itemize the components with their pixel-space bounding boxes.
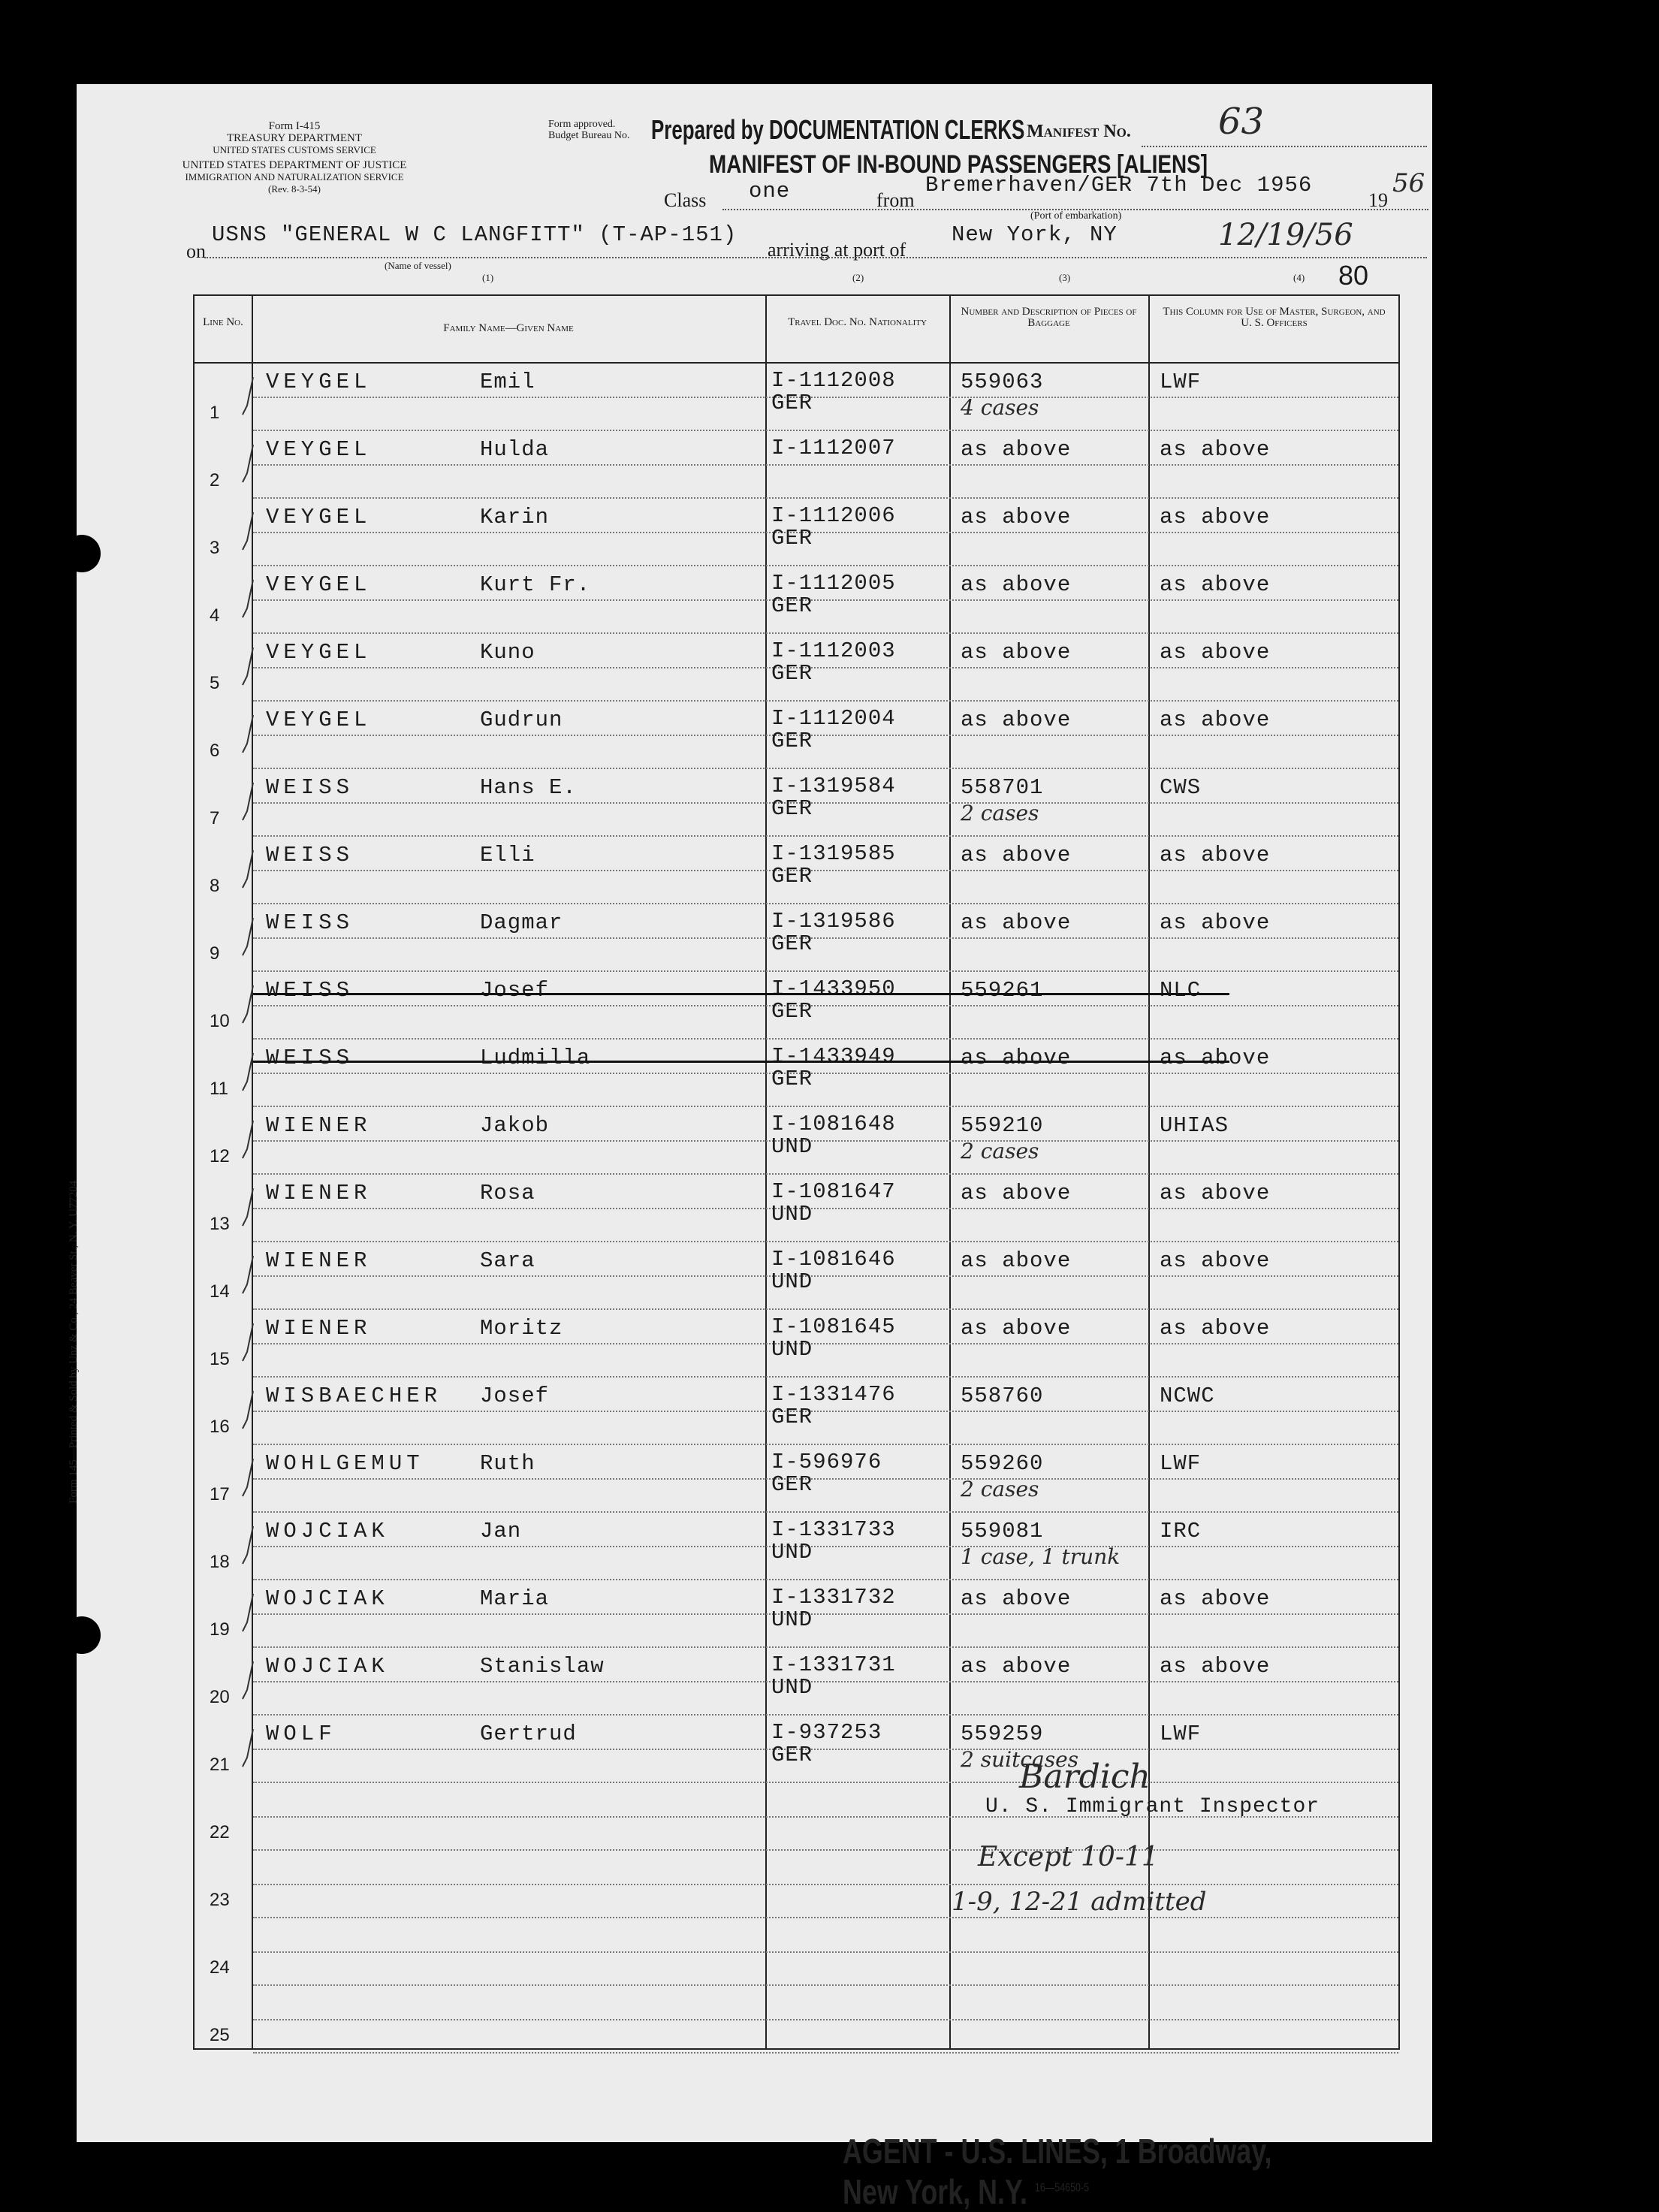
check-mark-icon	[241, 849, 256, 891]
travel-doc-number: I-1081646	[771, 1247, 896, 1272]
nationality: GER	[771, 1405, 813, 1429]
manifest-title: MANIFEST OF IN-BOUND PASSENGERS [ALIENS]	[709, 150, 1208, 179]
officer-code: UHIAS	[1160, 1113, 1229, 1138]
table-row	[195, 1580, 1398, 1648]
officer-code: NCWC	[1160, 1384, 1215, 1408]
travel-doc-number: I-1319586	[771, 909, 896, 934]
check-mark-icon	[241, 1660, 256, 1702]
family-name: WEISS	[266, 978, 354, 1003]
nationality: GER	[771, 1472, 813, 1497]
arrival-port: New York, NY	[952, 222, 1118, 247]
nationality: GER	[771, 931, 813, 956]
baggage-number: as above	[961, 910, 1072, 935]
given-name: Karin	[480, 505, 550, 530]
baggage-number: 559261	[961, 978, 1044, 1003]
nationality: GER	[771, 1067, 813, 1091]
inspector-note-1: Except 10-11	[978, 1842, 1159, 1873]
given-name: Ludmilla	[480, 1046, 591, 1070]
line-number: 18	[210, 1552, 230, 1572]
line-number: 13	[210, 1214, 230, 1234]
nationality: UND	[771, 1337, 813, 1362]
given-name: Hans E.	[480, 775, 577, 800]
customs-service: UNITED STATES CUSTOMS SERVICE	[213, 144, 376, 155]
line-number: 20	[210, 1687, 230, 1707]
given-name: Ruth	[480, 1451, 535, 1476]
family-name: WOLF	[266, 1722, 336, 1746]
line-number: 16	[210, 1417, 230, 1437]
travel-doc-number: I-1081648	[771, 1112, 896, 1136]
family-name: WEISS	[266, 843, 354, 868]
check-mark-icon	[241, 511, 256, 553]
check-mark-icon	[241, 1119, 256, 1161]
line-number: 7	[210, 808, 220, 828]
given-name: Stanislaw	[480, 1654, 605, 1679]
table-row	[195, 364, 1398, 431]
punch-hole-top	[63, 535, 101, 572]
nationality: UND	[771, 1202, 813, 1227]
baggage-number: as above	[961, 843, 1072, 868]
caption-2: (2)	[852, 272, 864, 283]
table-row	[195, 702, 1398, 769]
header-officers: This Column for Use of Master, Surgeon, and U. S. Officers	[1163, 306, 1386, 329]
manifest-no-value: 63	[1218, 101, 1265, 143]
row-bottom-rule	[253, 2052, 1398, 2054]
travel-doc-number: I-596976	[771, 1450, 882, 1474]
baggage-number: 558760	[961, 1384, 1044, 1408]
table-row	[195, 1716, 1398, 1783]
baggage-note: 2 suitcases	[961, 1747, 1079, 1772]
officer-code: CWS	[1160, 775, 1202, 800]
officer-code: as above	[1160, 1248, 1271, 1273]
form-approved	[548, 119, 629, 141]
name-of-vessel-caption: (Name of vessel)	[385, 260, 451, 271]
family-name: WEISS	[266, 1046, 354, 1070]
table-row	[195, 1175, 1398, 1242]
family-name: WOJCIAK	[266, 1519, 389, 1544]
form-approved-label: Form approved.	[548, 119, 616, 130]
table-row	[195, 904, 1398, 972]
line-number: 1	[210, 403, 220, 423]
caption-4: (4)	[1293, 272, 1305, 283]
baggage-number: as above	[961, 640, 1072, 665]
family-name: WIENER	[266, 1181, 372, 1206]
family-name: WIENER	[266, 1113, 372, 1138]
officer-code: as above	[1160, 1181, 1271, 1206]
travel-doc-number: I-1112008	[771, 368, 896, 393]
line-number: 11	[210, 1079, 228, 1099]
travel-doc	[771, 370, 896, 415]
baggage-number: as above	[961, 437, 1072, 462]
given-name: Kuno	[480, 640, 535, 665]
given-name: Maria	[480, 1586, 550, 1611]
family-name: VEYGEL	[266, 505, 372, 530]
family-name: WOHLGEMUT	[266, 1451, 424, 1476]
travel-doc	[771, 1248, 896, 1293]
strike-through-line	[253, 993, 1229, 995]
travel-doc-number: I-1081647	[771, 1179, 896, 1204]
line-number: 24	[210, 1957, 230, 1978]
family-name: VEYGEL	[266, 437, 372, 462]
row-mid-rule	[253, 2019, 1398, 2020]
table-row	[195, 1918, 1398, 1986]
from-label: from	[876, 189, 915, 211]
travel-doc	[771, 910, 896, 955]
nationality: GER	[771, 1743, 813, 1767]
travel-doc-number: I-1112006	[771, 503, 896, 528]
given-name: Sara	[480, 1248, 535, 1273]
travel-doc	[771, 437, 896, 460]
strike-through-line	[253, 1061, 1229, 1063]
travel-doc	[771, 1519, 896, 1564]
check-mark-icon	[241, 714, 256, 756]
travel-doc	[771, 640, 896, 685]
officer-code: as above	[1160, 505, 1271, 530]
travel-doc-number: I-1112007	[771, 436, 896, 460]
nationality: UND	[771, 1675, 813, 1700]
travel-doc	[771, 843, 896, 888]
baggage-note: 2 cases	[961, 1477, 1039, 1501]
line-number: 15	[210, 1349, 230, 1369]
baggage-number: as above	[961, 505, 1072, 530]
officer-code: as above	[1160, 640, 1271, 665]
travel-doc	[771, 1181, 896, 1226]
travel-doc	[771, 505, 896, 550]
nationality: GER	[771, 391, 813, 415]
footer-agent	[843, 2131, 1302, 2212]
travel-doc-number: I-937253	[771, 1720, 882, 1745]
baggage-number: 559260	[961, 1451, 1044, 1476]
nationality: UND	[771, 1540, 813, 1565]
vessel-name: USNS "GENERAL W C LANGFITT" (T-AP-151)	[212, 222, 738, 247]
officer-code: as above	[1160, 437, 1271, 462]
officer-code: as above	[1160, 843, 1271, 868]
baggage-number: 558701	[961, 775, 1044, 800]
family-name: WEISS	[266, 775, 354, 800]
printer-imprint: Form 145—Printed & Sold by Unz & Co., 24 Beaver St., N. Y. U77204	[68, 1180, 80, 1504]
travel-doc	[771, 1451, 882, 1496]
officer-code: IRC	[1160, 1519, 1202, 1544]
check-mark-icon	[241, 1187, 256, 1229]
revision-date: (Rev. 8-3-54)	[268, 183, 321, 195]
table-row	[195, 1310, 1398, 1378]
prepared-by-stamp: Prepared by DOCUMENTATION CLERKS	[651, 114, 1025, 145]
officer-code: LWF	[1160, 1451, 1202, 1476]
manifest-no-label: Manifest No.	[1027, 122, 1131, 141]
line-number: 8	[210, 876, 220, 896]
nationality: GER	[771, 796, 813, 821]
check-mark-icon	[241, 1592, 256, 1634]
table-row	[195, 769, 1398, 837]
header-name: Family Name—Given Name	[443, 322, 574, 334]
travel-doc-number: I-1331733	[771, 1517, 896, 1542]
inspector-signature: Bardich	[1019, 1758, 1151, 1796]
check-mark-icon	[241, 1390, 256, 1432]
vessel-line	[204, 257, 1427, 258]
given-name: Jan	[480, 1519, 522, 1544]
travel-doc-number: I-1433950	[771, 976, 896, 1001]
baggage-number: as above	[961, 1586, 1072, 1611]
travel-doc	[771, 1316, 896, 1361]
baggage-note: 1 case, 1 trunk	[961, 1544, 1121, 1569]
travel-doc	[771, 978, 896, 1023]
class-label: Class	[664, 189, 707, 211]
baggage-number: 559063	[961, 370, 1044, 394]
given-name: Emil	[480, 370, 535, 394]
officer-code: as above	[1160, 1586, 1271, 1611]
check-mark-icon	[241, 1322, 256, 1364]
travel-doc	[771, 1113, 896, 1158]
officer-code: as above	[1160, 708, 1271, 732]
family-name: VEYGEL	[266, 370, 372, 394]
table-row	[195, 1445, 1398, 1513]
baggage-number: as above	[961, 708, 1072, 732]
table-row	[195, 1242, 1398, 1310]
ins-service: IMMIGRATION AND NATURALIZATION SERVICE	[185, 171, 404, 183]
travel-doc-number: I-1112003	[771, 638, 896, 663]
caption-3: (3)	[1059, 272, 1071, 283]
table-row	[195, 1513, 1398, 1580]
travel-doc-number: I-1331732	[771, 1585, 896, 1610]
table-row	[195, 1040, 1398, 1107]
port-embark-caption: (Port of embarkation)	[1030, 210, 1122, 222]
table-row	[195, 634, 1398, 702]
given-name: Gudrun	[480, 708, 563, 732]
line-number: 10	[210, 1011, 230, 1031]
officer-code: as above	[1160, 572, 1271, 597]
class-value: one	[749, 179, 791, 204]
given-name: Elli	[480, 843, 535, 868]
year-prefix: 19	[1368, 189, 1388, 211]
line-number: 5	[210, 673, 220, 693]
inspector-note-2: 1-9, 12-21 admitted	[952, 1887, 1207, 1917]
check-mark-icon	[241, 1254, 256, 1296]
manifest-no-line	[1142, 146, 1427, 147]
line-number: 6	[210, 741, 220, 761]
arrival-date: 12/19/56	[1218, 218, 1353, 252]
caption-1: (1)	[482, 272, 494, 283]
travel-doc	[771, 1384, 896, 1429]
punch-hole-bottom	[63, 1616, 101, 1654]
baggage-note: 2 cases	[961, 801, 1039, 825]
family-name: VEYGEL	[266, 572, 372, 597]
budget-bureau-label: Budget Bureau No.	[548, 130, 630, 141]
check-mark-icon	[241, 1457, 256, 1499]
page-number: 80	[1338, 260, 1369, 291]
line-number: 19	[210, 1619, 230, 1640]
form-number: Form I-415	[268, 120, 321, 132]
baggage-note: 4 cases	[961, 395, 1039, 420]
travel-doc-number: I-1319584	[771, 774, 896, 798]
family-name: WIENER	[266, 1316, 372, 1341]
baggage-number: 559081	[961, 1519, 1044, 1544]
table-row	[195, 972, 1398, 1040]
travel-doc	[771, 1722, 882, 1767]
inspector-title: U. S. Immigrant Inspector	[985, 1795, 1320, 1818]
family-name: WOJCIAK	[266, 1654, 389, 1679]
line-number: 4	[210, 605, 220, 626]
check-mark-icon	[241, 646, 256, 688]
line-number: 3	[210, 538, 220, 558]
line-number: 21	[210, 1755, 230, 1775]
line-number: 17	[210, 1484, 230, 1504]
manifest-sheet	[68, 84, 1432, 2211]
travel-doc-number: I-1331731	[771, 1652, 896, 1677]
family-name: WIENER	[266, 1248, 372, 1273]
officer-code: as above	[1160, 1654, 1271, 1679]
check-mark-icon	[241, 1525, 256, 1567]
line-number: 12	[210, 1146, 230, 1166]
nationality: GER	[771, 999, 813, 1024]
given-name: Jakob	[480, 1113, 550, 1138]
given-name: Rosa	[480, 1181, 535, 1206]
baggage-number: 559259	[961, 1722, 1044, 1746]
nationality: UND	[771, 1607, 813, 1632]
check-mark-icon	[241, 1052, 256, 1094]
nationality: GER	[771, 864, 813, 889]
given-name: Josef	[480, 978, 550, 1003]
form-code: 16—54650-5	[1034, 2181, 1090, 2195]
header-line-no: Line No.	[203, 316, 243, 328]
family-name: WISBAECHER	[266, 1384, 442, 1408]
travel-doc-number: I-1112004	[771, 706, 896, 731]
year-handwritten: 56	[1392, 168, 1425, 198]
nationality: GER	[771, 661, 813, 686]
travel-doc	[771, 572, 896, 617]
given-name: Gertrud	[480, 1722, 577, 1746]
check-mark-icon	[241, 443, 256, 485]
line-number: 23	[210, 1890, 230, 1910]
nationality: UND	[771, 1134, 813, 1159]
given-name: Kurt Fr.	[480, 572, 591, 597]
arriving-label: arriving at port of	[768, 239, 906, 261]
passenger-table	[193, 294, 1400, 2050]
travel-doc	[771, 1654, 896, 1699]
line-number: 2	[210, 470, 220, 490]
given-name: Moritz	[480, 1316, 563, 1341]
family-name: VEYGEL	[266, 708, 372, 732]
officer-code: as above	[1160, 910, 1271, 935]
line-number: 14	[210, 1281, 230, 1302]
agent-text: AGENT - U.S. LINES, 1 Broadway, New York, N.Y.	[843, 2132, 1272, 2211]
officer-code: as above	[1160, 1046, 1271, 1070]
officer-code: LWF	[1160, 1722, 1202, 1746]
nationality: GER	[771, 729, 813, 753]
table-row	[195, 1648, 1398, 1716]
baggage-number: as above	[961, 572, 1072, 597]
baggage-number: as above	[961, 1316, 1072, 1341]
table-row	[195, 1986, 1398, 2054]
baggage-note: 2 cases	[961, 1139, 1039, 1163]
table-row	[195, 431, 1398, 499]
family-name: VEYGEL	[266, 640, 372, 665]
travel-doc	[771, 708, 896, 753]
line-number: 9	[210, 943, 220, 964]
row-mid-rule	[253, 1884, 1398, 1885]
row-mid-rule	[253, 1951, 1398, 1953]
baggage-number: as above	[961, 1248, 1072, 1273]
header-travel-doc: Travel Doc. No. Nationality	[788, 316, 927, 328]
line-number: 22	[210, 1822, 230, 1842]
officer-code: as above	[1160, 1316, 1271, 1341]
header-baggage: Number and Description of Pieces of Baggage	[961, 306, 1137, 329]
travel-doc	[771, 1046, 896, 1091]
travel-doc-number: I-1433949	[771, 1044, 896, 1069]
travel-doc	[771, 775, 896, 820]
row-mid-rule	[253, 464, 1398, 466]
check-mark-icon	[241, 916, 256, 958]
given-name: Dagmar	[480, 910, 563, 935]
nationality: GER	[771, 593, 813, 618]
travel-doc-number: I-1331476	[771, 1382, 896, 1407]
treasury-dept: TREASURY DEPARTMENT	[226, 132, 363, 144]
family-name: WOJCIAK	[266, 1586, 389, 1611]
officer-code: NLC	[1160, 978, 1202, 1003]
officer-code: LWF	[1160, 370, 1202, 394]
check-mark-icon	[241, 578, 256, 620]
travel-doc-number: I-1112005	[771, 571, 896, 596]
from-value: Bremerhaven/GER 7th Dec 1956	[925, 173, 1313, 198]
family-name: WEISS	[266, 910, 354, 935]
table-row	[195, 1378, 1398, 1445]
nationality: UND	[771, 1269, 813, 1294]
check-mark-icon	[241, 781, 256, 823]
baggage-number: as above	[961, 1046, 1072, 1070]
given-name: Josef	[480, 1384, 550, 1408]
check-mark-icon	[241, 984, 256, 1026]
agency-block	[182, 120, 407, 195]
table-row	[195, 499, 1398, 566]
baggage-number: 559210	[961, 1113, 1044, 1138]
travel-doc-number: I-1081645	[771, 1314, 896, 1339]
table-row	[195, 837, 1398, 904]
baggage-number: as above	[961, 1181, 1072, 1206]
check-mark-icon	[241, 376, 256, 418]
line-number: 25	[210, 2025, 230, 2045]
baggage-number: as above	[961, 1654, 1072, 1679]
check-mark-icon	[241, 1728, 256, 1770]
table-row	[195, 1107, 1398, 1175]
travel-doc	[771, 1586, 896, 1631]
on-label: on	[186, 240, 206, 262]
nationality: GER	[771, 526, 813, 551]
given-name: Hulda	[480, 437, 550, 462]
table-row	[195, 1851, 1398, 1918]
table-row	[195, 566, 1398, 634]
justice-dept: UNITED STATES DEPARTMENT OF JUSTICE	[182, 159, 407, 171]
travel-doc-number: I-1319585	[771, 841, 896, 866]
